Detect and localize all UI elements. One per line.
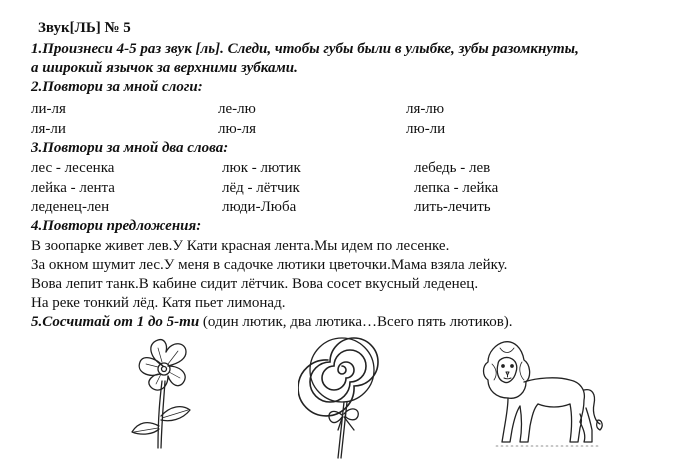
task3-heading: 3.Повтори за мной два слова:	[31, 140, 229, 156]
task5-line	[31, 313, 513, 331]
lion-icon	[474, 334, 604, 452]
task2-heading: 2.Повтори за мной слоги:	[31, 79, 203, 95]
syllable: лю-ля	[218, 121, 257, 137]
syllable: ли-ля	[31, 101, 66, 117]
syllable: ле-лю	[218, 101, 256, 117]
word-pair: леденец-лен	[31, 199, 110, 215]
task5-heading: 5.Сосчитай от 1 до 5-ти	[31, 314, 200, 330]
word-pair: лить-лечить	[414, 199, 491, 215]
task5-rest: (один лютик, два лютика…Всего пять лютиков).	[199, 314, 513, 330]
word-pair: лейка - лента	[31, 180, 115, 196]
word-pair: люди-Люба	[222, 199, 297, 215]
sentence: В зоопарке живет лев.У Кати красная лента.Мы идем по лесенке.	[31, 238, 450, 254]
word-pair: лебедь - лев	[414, 160, 491, 176]
task1-line2: а широкий язычок за верхними зубками.	[31, 60, 298, 76]
syllable: лю-ли	[406, 121, 446, 137]
flower-icon	[128, 336, 198, 456]
sentence: На реке тонкий лёд. Катя пьет лимонад.	[31, 295, 286, 311]
lollipop-icon	[298, 334, 388, 462]
word-pair: лепка - лейка	[414, 180, 499, 196]
word-pair: лёд - лётчик	[222, 180, 300, 196]
sentence: За окном шумит лес.У меня в садочке лютики цветочки.Мама взяла лейку.	[31, 257, 508, 273]
task4-heading: 4.Повтори предложения:	[31, 218, 202, 234]
page-title: Звук[ЛЬ] № 5	[38, 20, 131, 36]
sentence: Вова лепит танк.В кабине сидит лётчик. Вова сосет вкусный леденец.	[31, 276, 479, 292]
word-pair: люк - лютик	[222, 160, 301, 176]
word-pair: лес - лесенка	[31, 160, 115, 176]
syllable: ля-лю	[406, 101, 445, 117]
syllable: ля-ли	[31, 121, 66, 137]
task1-line1: 1.Произнеси 4-5 раз звук [ль]. Следи, чтобы губы были в улыбке, зубы разомкнуты,	[31, 41, 579, 57]
